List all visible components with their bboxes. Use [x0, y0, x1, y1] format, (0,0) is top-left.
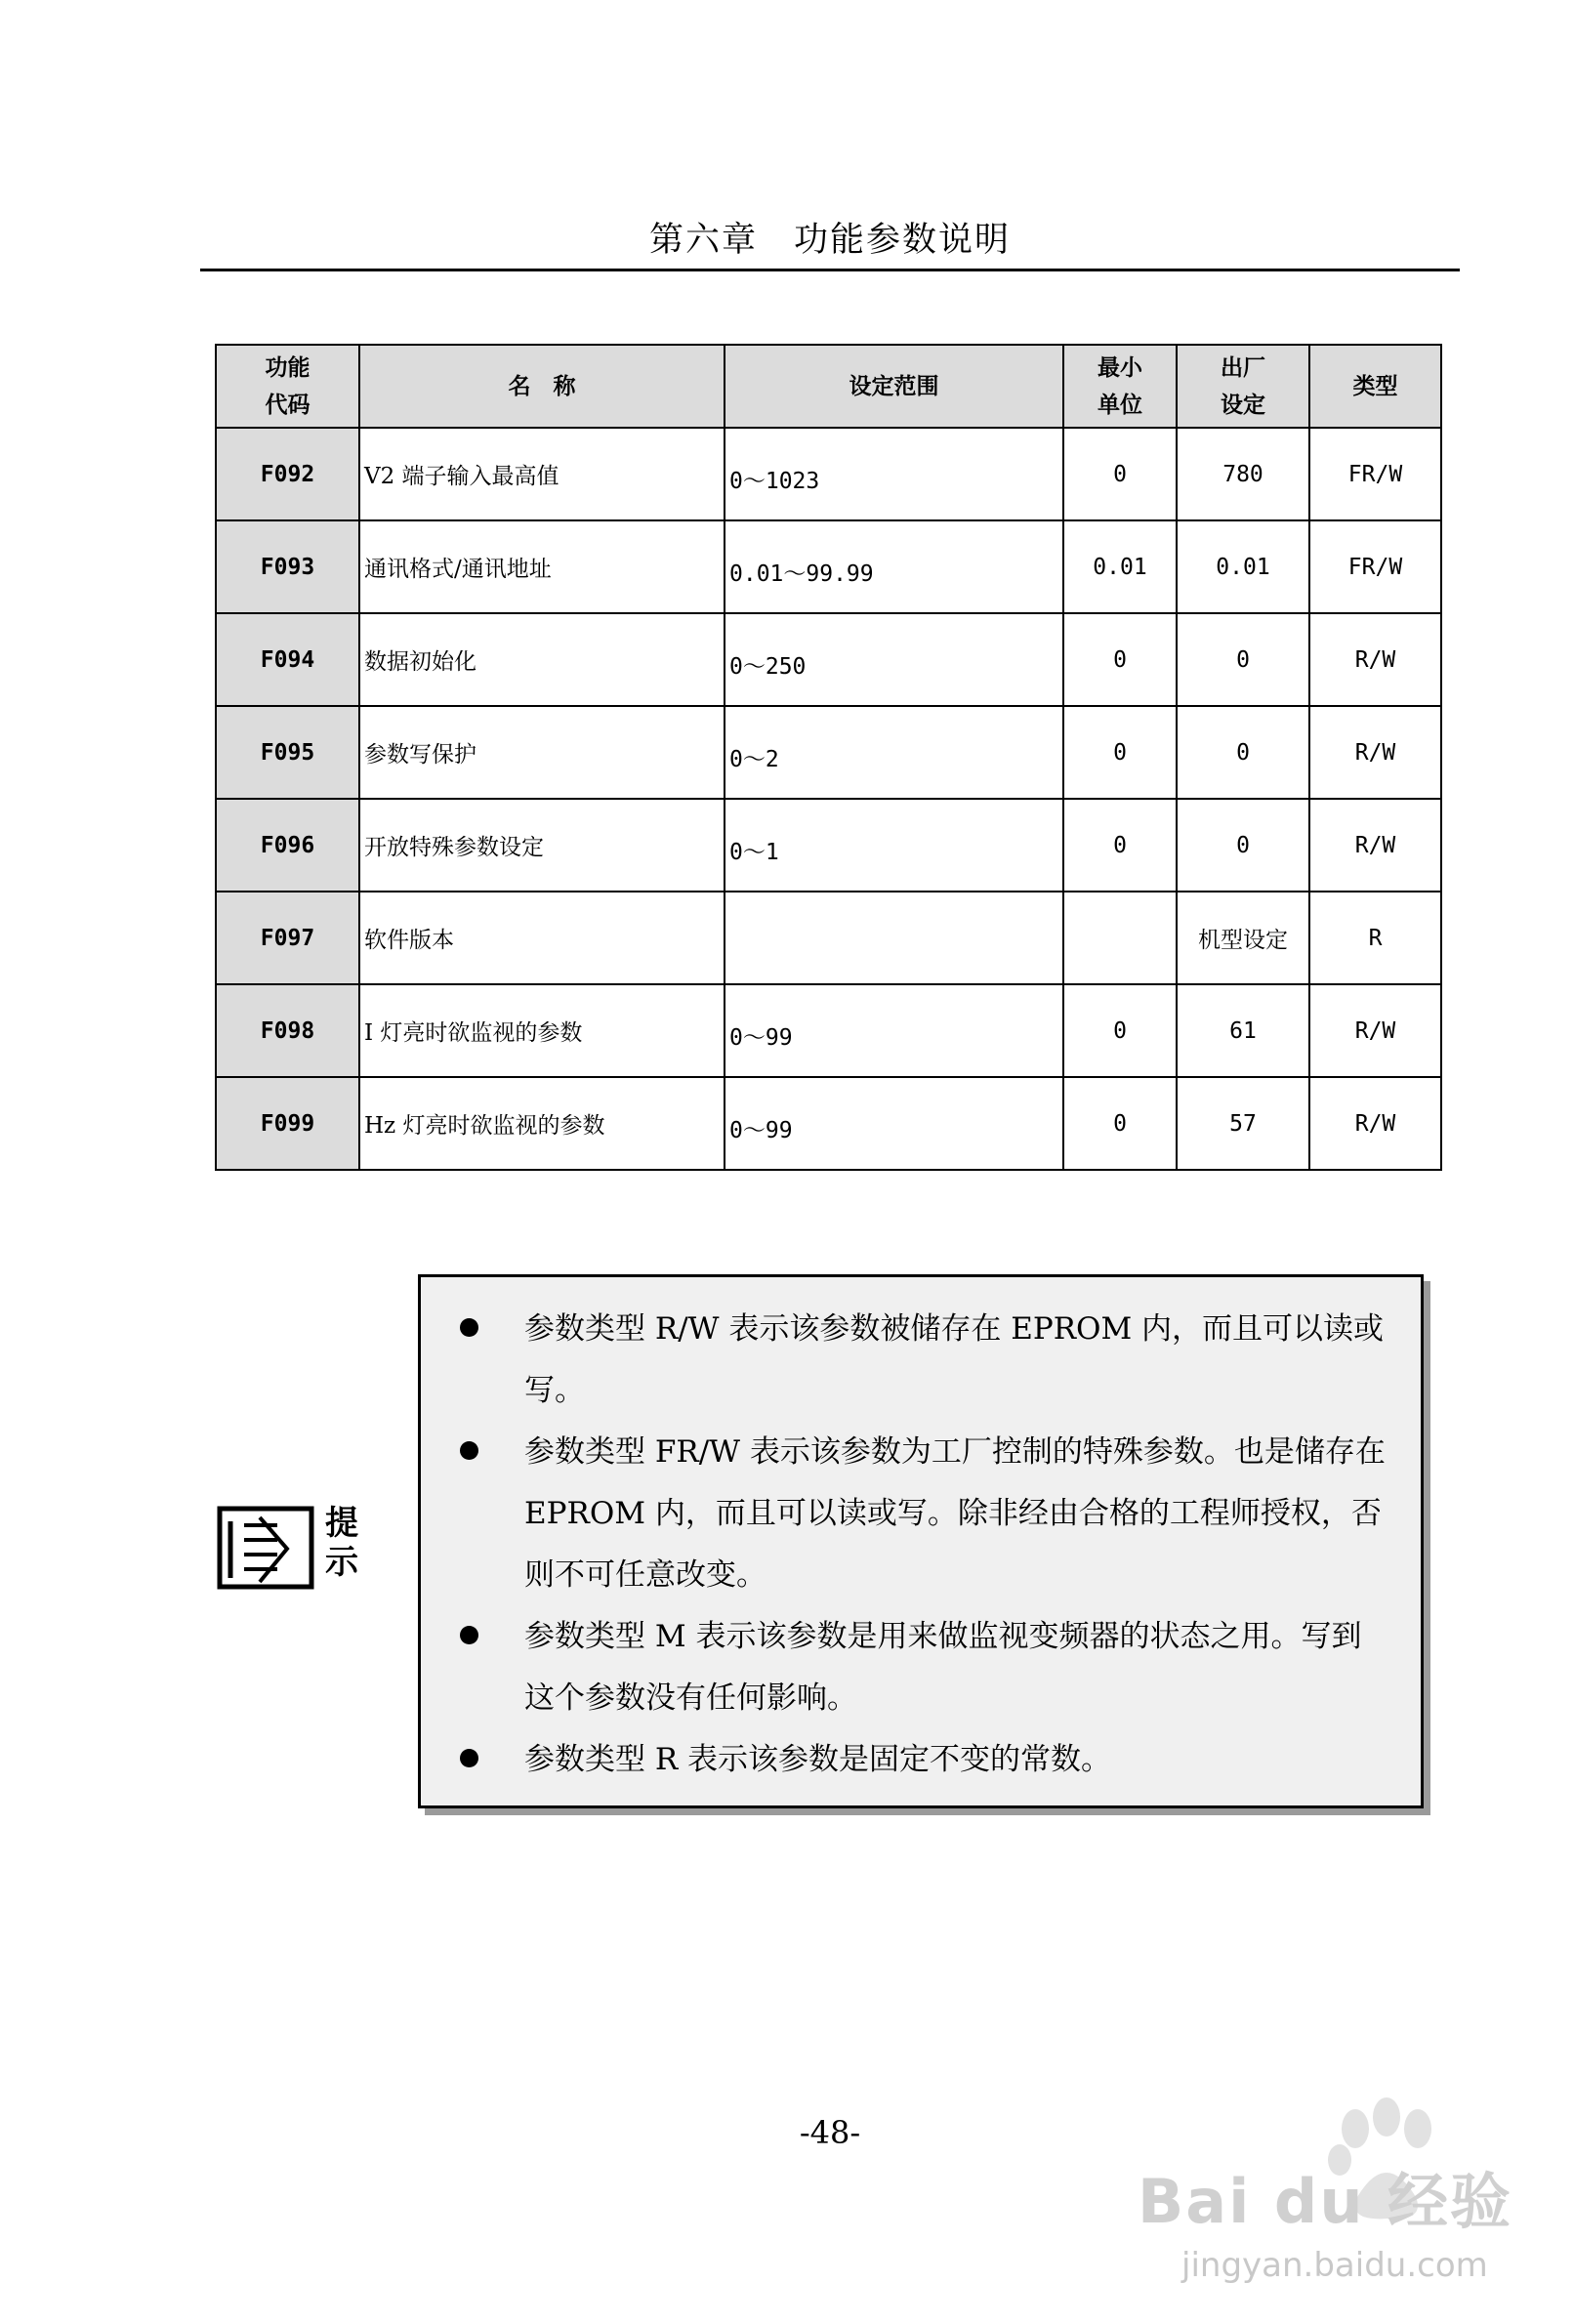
param-factory: 机型设定	[1177, 892, 1309, 984]
note-text: 参数类型 R/W 表示该参数被储存在 EPROM 内，而且可以读或写。	[524, 1311, 1385, 1408]
header-name: 名 称	[359, 345, 725, 428]
header-min-line1: 最小	[1098, 353, 1142, 381]
param-code: F098	[216, 984, 359, 1077]
param-name: 软件版本	[359, 892, 725, 984]
param-min-unit: 0	[1063, 1077, 1177, 1170]
param-factory: 780	[1177, 428, 1309, 520]
header-min-line2: 单位	[1098, 391, 1142, 418]
bullet-icon	[460, 1626, 478, 1644]
param-range: 0～99	[725, 1077, 1063, 1170]
param-code: F097	[216, 892, 359, 984]
param-code: F095	[216, 706, 359, 799]
tip-label-line1: 提	[325, 1504, 358, 1543]
param-range: 0～1023	[725, 428, 1063, 520]
table-row	[216, 984, 1441, 1077]
notes-list	[421, 1277, 1421, 1791]
param-type: FR/W	[1309, 428, 1441, 520]
bullet-icon	[460, 1749, 478, 1767]
note-item	[421, 1606, 1391, 1729]
param-factory: 57	[1177, 1077, 1309, 1170]
table-row	[216, 799, 1441, 892]
chapter-title: 第六章 功能参数说明	[648, 221, 1011, 260]
param-name: 参数写保护	[359, 706, 725, 799]
table-row	[216, 520, 1441, 613]
header-factory-setting	[1177, 345, 1309, 428]
parameter-table	[215, 344, 1442, 1171]
table-row	[216, 1077, 1441, 1170]
header-range: 设定范围	[725, 345, 1063, 428]
header-type: 类型	[1309, 345, 1441, 428]
param-code: F096	[216, 799, 359, 892]
header-factory-line2: 设定	[1221, 391, 1265, 418]
header-rule	[200, 269, 1460, 271]
param-min-unit: 0	[1063, 706, 1177, 799]
param-name: 数据初始化	[359, 613, 725, 706]
watermark-url: jingyan.baidu.com	[1181, 2246, 1488, 2285]
header-code-line2: 代码	[265, 391, 311, 418]
param-range: 0～250	[725, 613, 1063, 706]
header-factory-line1: 出厂	[1221, 353, 1265, 381]
bullet-icon	[460, 1318, 478, 1337]
note-item	[421, 1729, 1391, 1791]
param-min-unit: 0	[1063, 984, 1177, 1077]
param-min-unit: 0	[1063, 799, 1177, 892]
param-range	[725, 892, 1063, 984]
param-code: F093	[216, 520, 359, 613]
param-type: R/W	[1309, 799, 1441, 892]
param-code: F092	[216, 428, 359, 520]
note-item	[421, 1299, 1391, 1422]
param-factory: 61	[1177, 984, 1309, 1077]
param-name: I 灯亮时欲监视的参数	[359, 984, 725, 1077]
param-type: FR/W	[1309, 520, 1441, 613]
table-row	[216, 892, 1441, 984]
param-type: R/W	[1309, 1077, 1441, 1170]
param-range: 0～2	[725, 706, 1063, 799]
tip-label-line2: 示	[325, 1543, 358, 1582]
table-row	[216, 613, 1441, 706]
page-number: -48-	[799, 2114, 861, 2151]
header-code-line1: 功能	[265, 353, 311, 381]
param-min-unit: 0	[1063, 428, 1177, 520]
param-name: 开放特殊参数设定	[359, 799, 725, 892]
note-text: 参数类型 R 表示该参数是固定不变的常数。	[524, 1742, 1112, 1777]
table-header-row	[216, 345, 1441, 428]
watermark-brand: Bai du 经验	[1138, 2166, 1513, 2237]
note-icon	[217, 1504, 314, 1592]
tip-label	[325, 1504, 364, 1582]
note-item	[421, 1422, 1391, 1606]
notes-box	[418, 1274, 1424, 1808]
param-name: 通讯格式/通讯地址	[359, 520, 725, 613]
param-factory: 0.01	[1177, 520, 1309, 613]
param-min-unit	[1063, 892, 1177, 984]
param-code: F094	[216, 613, 359, 706]
header-code	[216, 345, 359, 428]
note-text: 参数类型 M 表示该参数是用来做监视变频器的状态之用。写到这个参数没有任何影响。	[524, 1619, 1362, 1716]
param-type: R/W	[1309, 706, 1441, 799]
note-text: 参数类型 FR/W 表示该参数为工厂控制的特殊参数。也是储存在 EPROM 内，而且可以读或写。除非经由合格的工程师授权，否则不可任意改变。	[524, 1434, 1386, 1593]
param-code: F099	[216, 1077, 359, 1170]
param-factory: 0	[1177, 613, 1309, 706]
param-range: 0～1	[725, 799, 1063, 892]
header-min-unit	[1063, 345, 1177, 428]
param-type: R/W	[1309, 984, 1441, 1077]
param-min-unit: 0.01	[1063, 520, 1177, 613]
table-row	[216, 706, 1441, 799]
param-factory: 0	[1177, 706, 1309, 799]
param-name: Hz 灯亮时欲监视的参数	[359, 1077, 725, 1170]
param-name: V2 端子输入最高值	[359, 428, 725, 520]
param-range: 0.01～99.99	[725, 520, 1063, 613]
bullet-icon	[460, 1441, 478, 1460]
param-factory: 0	[1177, 799, 1309, 892]
param-type: R	[1309, 892, 1441, 984]
table-row	[216, 428, 1441, 520]
param-range: 0～99	[725, 984, 1063, 1077]
param-min-unit: 0	[1063, 613, 1177, 706]
param-type: R/W	[1309, 613, 1441, 706]
